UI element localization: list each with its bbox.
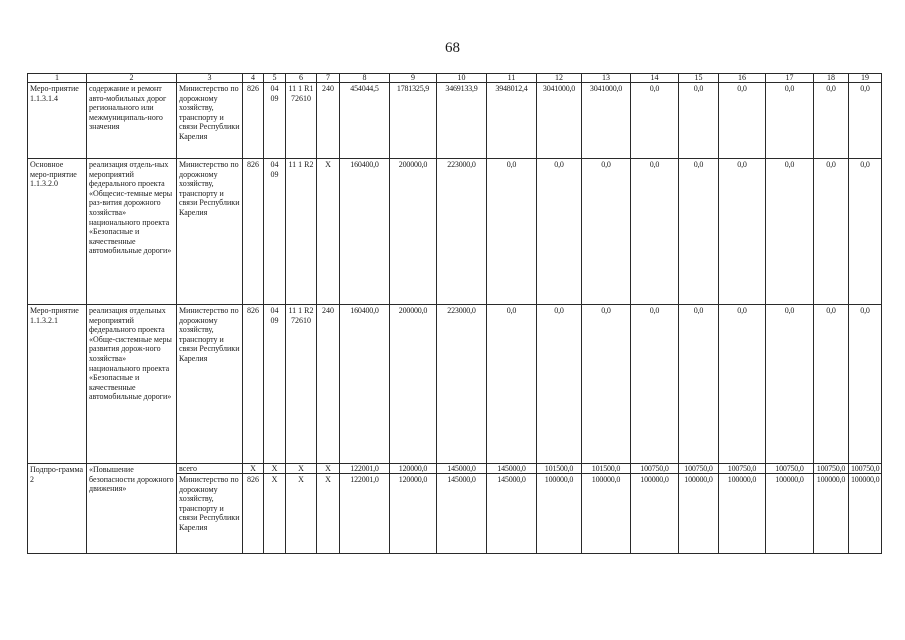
table-row — [28, 83, 882, 159]
value-cell: 0,0 — [849, 159, 882, 305]
value-cell: 223000,0 — [437, 159, 487, 305]
code-cell: Х — [243, 464, 264, 474]
name-cell: «Повышение безопасности дорожного движения» — [87, 464, 177, 554]
value-cell: 0,0 — [631, 159, 679, 305]
header-cell: 13 — [582, 74, 631, 83]
value-cell: 0,0 — [719, 159, 766, 305]
value-cell: 3948012,4 — [487, 83, 537, 159]
value-cell: 100750,0 — [766, 464, 814, 474]
code-cell: 826 — [243, 474, 264, 554]
table-row — [28, 159, 882, 305]
value-cell: 100000,0 — [537, 474, 582, 554]
table-row-subprogram-total — [28, 464, 882, 474]
value-cell: 0,0 — [582, 159, 631, 305]
code-cell: Х — [264, 474, 286, 554]
header-cell: 18 — [814, 74, 849, 83]
value-cell: 200000,0 — [390, 159, 437, 305]
code-cell: 11 1 R2 — [286, 159, 317, 305]
code-cell: 826 — [243, 83, 264, 159]
value-cell: 0,0 — [537, 159, 582, 305]
header-cell: 2 — [87, 74, 177, 83]
value-cell: 101500,0 — [537, 464, 582, 474]
value-cell: 100750,0 — [631, 464, 679, 474]
value-cell: 145000,0 — [437, 474, 487, 554]
header-cell: 3 — [177, 74, 243, 83]
page-number: 68 — [445, 40, 460, 56]
value-cell: 223000,0 — [437, 305, 487, 464]
value-cell: 122001,0 — [340, 464, 390, 474]
code-cell: 04 09 — [264, 305, 286, 464]
budget-table — [27, 73, 882, 554]
code-cell: Х — [286, 464, 317, 474]
value-cell: 100000,0 — [766, 474, 814, 554]
header-cell: 10 — [437, 74, 487, 83]
value-cell: 0,0 — [631, 83, 679, 159]
value-cell: 160400,0 — [340, 305, 390, 464]
value-cell: 0,0 — [582, 305, 631, 464]
code-cell: 826 — [243, 159, 264, 305]
value-cell: 0,0 — [719, 305, 766, 464]
header-cell: 5 — [264, 74, 286, 83]
value-cell: 145000,0 — [487, 464, 537, 474]
value-cell: 100750,0 — [849, 464, 882, 474]
code-cell: Х — [317, 474, 340, 554]
code-cell: Х — [317, 159, 340, 305]
executor-cell: Министерство по дорожному хозяйству, транспорту и связи Республики Карелия — [177, 474, 243, 554]
status-cell: Меро-приятие 1.1.3.2.1 — [28, 305, 87, 464]
value-cell: 100750,0 — [679, 464, 719, 474]
value-cell: 0,0 — [631, 305, 679, 464]
value-cell: 120000,0 — [390, 464, 437, 474]
header-cell: 17 — [766, 74, 814, 83]
name-cell: реализация отдель-ных мероприятий федерального проекта «Общесис-темные меры раз-вития дорожного хозяйства» национального проекта «Безопасные и качественные автомобильные дороги» — [87, 159, 177, 305]
value-cell: 1781325,9 — [390, 83, 437, 159]
value-cell: 0,0 — [766, 83, 814, 159]
table-row — [28, 305, 882, 464]
code-cell: 240 — [317, 83, 340, 159]
name-cell: содержание и ремонт авто-мобильных дорог регионального или межмуниципаль-ного значения — [87, 83, 177, 159]
header-cell: 9 — [390, 74, 437, 83]
value-cell: 0,0 — [814, 305, 849, 464]
value-cell: 0,0 — [679, 305, 719, 464]
header-cell: 15 — [679, 74, 719, 83]
value-cell: 122001,0 — [340, 474, 390, 554]
value-cell: 0,0 — [487, 159, 537, 305]
header-cell: 19 — [849, 74, 882, 83]
executor-cell: Министерство по дорожному хозяйству, транспорту и связи Республики Карелия — [177, 83, 243, 159]
status-cell: Основное меро-приятие 1.1.3.2.0 — [28, 159, 87, 305]
value-cell: 120000,0 — [390, 474, 437, 554]
value-cell: 3041000,0 — [537, 83, 582, 159]
value-cell: 100750,0 — [814, 464, 849, 474]
value-cell: 0,0 — [814, 159, 849, 305]
value-cell: 145000,0 — [437, 464, 487, 474]
name-cell: реализация отдельных мероприятий федерального проекта «Обще-системные меры развития дорож-ного хозяйства» национального проекта «Безопасные и качественные автомобильные дороги» — [87, 305, 177, 464]
code-cell: 826 — [243, 305, 264, 464]
code-cell: Х — [286, 474, 317, 554]
value-cell: 160400,0 — [340, 159, 390, 305]
value-cell: 100000,0 — [582, 474, 631, 554]
header-cell: 8 — [340, 74, 390, 83]
header-cell: 14 — [631, 74, 679, 83]
value-cell: 100000,0 — [679, 474, 719, 554]
value-cell: 0,0 — [537, 305, 582, 464]
header-cell: 11 — [487, 74, 537, 83]
value-cell: 0,0 — [814, 83, 849, 159]
value-cell: 0,0 — [766, 305, 814, 464]
value-cell: 100000,0 — [631, 474, 679, 554]
value-cell: 200000,0 — [390, 305, 437, 464]
code-cell: 04 09 — [264, 83, 286, 159]
header-cell: 7 — [317, 74, 340, 83]
value-cell: 0,0 — [679, 159, 719, 305]
value-cell: 3469133,9 — [437, 83, 487, 159]
value-cell: 454044,5 — [340, 83, 390, 159]
value-cell: 100000,0 — [719, 474, 766, 554]
value-cell: 100000,0 — [849, 474, 882, 554]
value-cell: 145000,0 — [487, 474, 537, 554]
header-cell: 4 — [243, 74, 264, 83]
value-cell: 3041000,0 — [582, 83, 631, 159]
executor-cell: Министерство по дорожному хозяйству, транспорту и связи Республики Карелия — [177, 305, 243, 464]
value-cell: 101500,0 — [582, 464, 631, 474]
status-cell: Подпро-грамма 2 — [28, 464, 87, 554]
value-cell: 0,0 — [679, 83, 719, 159]
value-cell: 0,0 — [849, 83, 882, 159]
code-cell: 04 09 — [264, 159, 286, 305]
code-cell: 11 1 R2 72610 — [286, 305, 317, 464]
code-cell: Х — [317, 464, 340, 474]
value-cell: 0,0 — [849, 305, 882, 464]
header-cell: 12 — [537, 74, 582, 83]
header-cell: 1 — [28, 74, 87, 83]
header-cell: 6 — [286, 74, 317, 83]
code-cell: Х — [264, 464, 286, 474]
code-cell: 11 1 R1 72610 — [286, 83, 317, 159]
code-cell: 240 — [317, 305, 340, 464]
status-cell: Меро-приятие 1.1.3.1.4 — [28, 83, 87, 159]
value-cell: 100000,0 — [814, 474, 849, 554]
value-cell: 0,0 — [766, 159, 814, 305]
header-row — [28, 74, 882, 83]
value-cell: 0,0 — [719, 83, 766, 159]
header-cell: 16 — [719, 74, 766, 83]
value-cell: 0,0 — [487, 305, 537, 464]
executor-cell: всего — [177, 464, 243, 474]
value-cell: 100750,0 — [719, 464, 766, 474]
executor-cell: Министерство по дорожному хозяйству, транспорту и связи Республики Карелия — [177, 159, 243, 305]
